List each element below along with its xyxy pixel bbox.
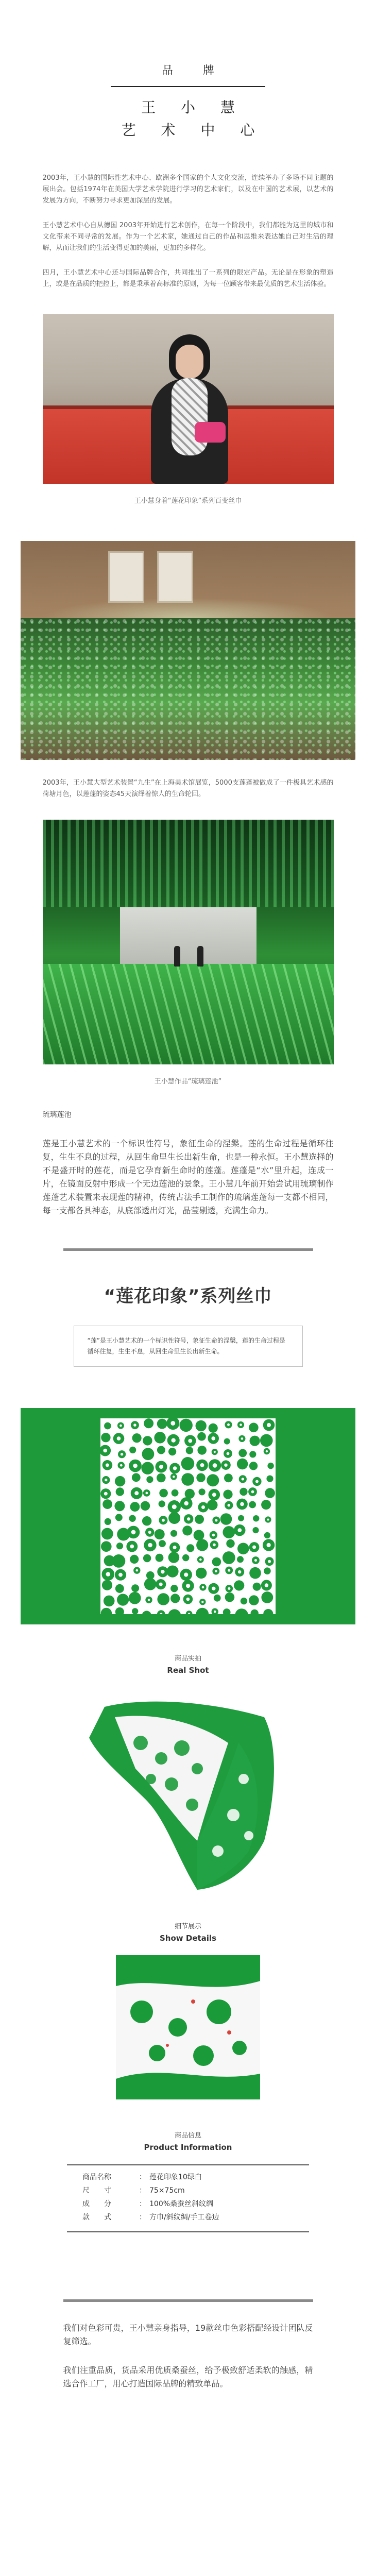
lotus-seed-mark (156, 1554, 164, 1562)
lotus-seed-mark (237, 1556, 244, 1563)
lotus-seed-center (214, 1451, 216, 1453)
lotus-seed-center (201, 1505, 205, 1509)
gallery-hall (120, 907, 257, 964)
lotus-seed-mark (196, 1420, 207, 1431)
lotus-seed-center (161, 1570, 164, 1573)
lotus-seed-mark (181, 1457, 195, 1470)
lotus-seed-mark (249, 1595, 259, 1605)
scarf-flat-design (21, 1408, 355, 1624)
lotus-seed-mark (104, 1422, 111, 1430)
lotus-seed-center (136, 1569, 139, 1572)
lotus-seed-mark (172, 1489, 179, 1497)
info-key: 款 式 (82, 2213, 111, 2222)
brand-divider (111, 86, 265, 87)
lotus-seed-mark (195, 1515, 204, 1524)
closing-divider (63, 2299, 313, 2302)
details-heading (0, 1922, 376, 1943)
lotus-seed-center (133, 1423, 136, 1427)
real-shot-label-en: Real Shot (167, 1666, 209, 1675)
lotus-seed-center (148, 1599, 150, 1601)
lotus-seed-mark (237, 1543, 249, 1555)
info-colon: ： (139, 2173, 146, 2181)
lotus-seed-mark (132, 1473, 141, 1482)
lotus-seed-mark (249, 1451, 256, 1458)
lotus-seed-mark (196, 1568, 207, 1579)
lotus-seed-center (103, 1449, 107, 1453)
lotus-seed-mark (105, 1518, 111, 1525)
lotus-seed-center (267, 1518, 269, 1520)
lotus-seed-center (215, 1570, 217, 1572)
lotus-seed-mark (146, 1476, 153, 1483)
lotus-seed-mark (212, 1557, 221, 1567)
info-colon: ： (139, 2200, 146, 2208)
folded-scarf-graphic (43, 1686, 334, 1892)
bottom-spacer (0, 2391, 376, 2439)
lotus-seed-mark (141, 1462, 153, 1475)
artist-photo (43, 314, 334, 484)
lotus-pattern-graphic (100, 1418, 276, 1614)
lotus-seed-center (186, 1584, 190, 1588)
lotus-seed-mark (129, 1592, 141, 1604)
lotus-seed-center (211, 1436, 215, 1440)
visitor-figure (197, 946, 203, 967)
lotus-seed-mark (130, 1502, 140, 1512)
lotus-seed-mark (144, 1418, 153, 1428)
lotus-seed-center (228, 1587, 230, 1590)
lotus-seed-center (145, 1492, 148, 1495)
lotus-seed-mark (116, 1487, 124, 1496)
lotus-seed-mark (226, 1539, 234, 1548)
lotus-seed-mark (117, 1594, 129, 1606)
lotus-seed-center (213, 1463, 217, 1468)
lotus-seed-mark (194, 1530, 204, 1540)
lotus-seed-mark (159, 1500, 165, 1507)
lotus-seed-center (131, 1530, 136, 1535)
lotus-seed-center (188, 1439, 192, 1443)
lotus-seed-center (265, 1583, 268, 1587)
lotus-seed-center (118, 1573, 123, 1577)
lotus-seed-center (187, 1517, 190, 1520)
product-info-label-en: Product Information (144, 2143, 232, 2152)
lotus-seed-mark (157, 1593, 169, 1605)
lotus-seed-mark (180, 1419, 193, 1432)
lotus-seed-mark (196, 1539, 208, 1551)
lotus-seed-mark (207, 1500, 218, 1511)
lotus-seed-center (241, 1437, 244, 1440)
lotus-seed-mark (234, 1580, 244, 1590)
lotus-seed-center (172, 1438, 176, 1443)
lotus-seed-mark (142, 1516, 151, 1526)
lotus-seed-center (199, 1558, 202, 1561)
lotus-seed-center (173, 1476, 175, 1478)
lotus-seed-center (254, 1559, 257, 1562)
artist-figure (146, 334, 233, 484)
info-value: 莲花印象10绿白 (149, 2173, 202, 2181)
artist-scarf (172, 378, 208, 455)
lotus-seed-center (162, 1519, 165, 1522)
lotus-seed-center (238, 1570, 241, 1573)
lotus-seed-mark (154, 1432, 165, 1443)
lotus-seed-mark (182, 1554, 189, 1561)
lotus-seed-mark (197, 1432, 206, 1441)
lotus-seed-mark (214, 1595, 221, 1602)
lotus-installation-text: 2003年，王小慧大型艺术装置“九生”在上海美术馆展览，5000支莲蓬被做成了一件极具艺术感的荷塘月色，以莲蓬的姿态45天演绎着惊人的生命轮回。 (42, 779, 334, 798)
lotus-seed-mark (264, 1567, 271, 1574)
lotus-seed-center (214, 1611, 216, 1613)
lotus-seed-mark (144, 1578, 157, 1590)
lotus-seed-mark (237, 1459, 248, 1469)
product-info-heading (0, 2131, 376, 2152)
info-key: 商品名称 (82, 2173, 111, 2181)
closing-paragraph: 我们对色彩可贵，王小慧亲身指导，19款丝巾色彩搭配经设计团队反复筛选。 (63, 2323, 313, 2346)
lotus-seed-center (255, 1480, 259, 1483)
info-row (67, 2197, 309, 2211)
lotus-seed-center (224, 1464, 227, 1467)
lotus-seed-mark (238, 1449, 247, 1458)
lotus-seed-center (159, 1583, 163, 1586)
lotus-seed-mark (166, 1566, 178, 1578)
exhibit-panel (108, 551, 144, 603)
info-colon: ： (139, 2213, 146, 2222)
info-key: 成 分 (82, 2200, 111, 2208)
lotus-seed-mark (115, 1584, 124, 1593)
lotus-seed-mark (170, 1594, 180, 1603)
lotus-seed-center (240, 1502, 244, 1506)
intro-paragraph: 2003年，王小慧的国际性艺术中心、欧洲多个国家的个人文化交流，连续举办了多场不同主题的展出会。包括1974年在美国大学艺术学院进行学习的艺术家们，以及在中国的艺术展，以艺术的发展为方向，不断努力寻求更加深层的发展。 (42, 174, 334, 205)
lotus-seed-mark (223, 1490, 232, 1499)
lotus-seed-center (106, 1463, 109, 1467)
lotus-seed-center (213, 1544, 216, 1547)
lotus-seed-center (148, 1531, 151, 1534)
lotus-seed-center (251, 1490, 254, 1494)
lotus-seed-mark (196, 1473, 205, 1482)
product-info-label-cn: 商品信息 (174, 2132, 201, 2140)
lotus-seed-center (105, 1479, 107, 1481)
closing-paragraph: 我们注重品质，货品采用优质桑蚕丝，给予极致舒适柔软的触感，精选合作工厂，用心打造国际品牌的精致单品。 (63, 2365, 313, 2388)
lotus-seed-center (170, 1421, 175, 1426)
lotus-seed-mark (238, 1515, 244, 1521)
lotus-seed-mark (102, 1499, 112, 1509)
lotus-seed-mark (116, 1543, 123, 1549)
lotus-seed-center (172, 1504, 177, 1509)
lotus-seed-mark (207, 1474, 219, 1486)
glass-lotus-photo (43, 820, 334, 1064)
section-title: 琉璃莲池 (42, 1111, 72, 1119)
lotus-seed-mark (209, 1423, 218, 1433)
lotus-seed-mark (131, 1584, 139, 1592)
lotus-seed-mark (224, 1438, 230, 1445)
lotus-seed-mark (114, 1501, 125, 1511)
lotus-seed-center (119, 1425, 122, 1427)
brand-name-line1: 王 小 慧 (141, 99, 245, 116)
lotus-seed-mark (249, 1462, 258, 1470)
real-shot-heading (0, 1654, 376, 1675)
lotus-seed-mark (157, 1473, 166, 1483)
lotus-seed-center (184, 1572, 188, 1577)
lotus-seed-mark (186, 1447, 193, 1454)
lotus-seed-mark (240, 1488, 247, 1496)
lotus-seed-mark (168, 1448, 176, 1455)
lotus-seed-center (228, 1504, 231, 1507)
lotus-seed-center (212, 1534, 215, 1536)
info-row (67, 2211, 309, 2224)
lotus-seed-mark (170, 1530, 177, 1537)
lotus-seed-mark (104, 1596, 115, 1607)
lotus-seed-mark (155, 1529, 165, 1539)
lotus-seed-center (267, 1543, 271, 1547)
lotus-seed-mark (249, 1501, 256, 1509)
lotus-seed-mark (157, 1446, 165, 1454)
lotus-seed-mark (141, 1501, 150, 1511)
lotus-seed-mark (168, 1512, 180, 1524)
artist-photo-caption: 王小慧身着“莲花印象”系列百变丝巾 (134, 497, 242, 505)
lotus-seed-mark (112, 1554, 126, 1568)
lotus-seed-center (252, 1546, 256, 1549)
lotus-seed-center (267, 1423, 271, 1427)
visitor-figure (174, 946, 180, 967)
lotus-seed-center (133, 1464, 138, 1468)
lotus-seed-mark (197, 1446, 207, 1455)
lotus-seed-mark (159, 1489, 168, 1498)
lotus-seed-mark (267, 1463, 274, 1469)
lotus-seed-center (237, 1528, 242, 1532)
lotus-seed-mark (168, 1552, 180, 1563)
lotus-seed-center (200, 1463, 204, 1467)
series-quote-box: “莲”是王小慧艺术的一个标识性符号，象征生命的涅槃，莲的生命过程是循环往复，生生不息，从回生命里生长出新生命。 (74, 1326, 303, 1367)
lotus-seed-mark (224, 1473, 233, 1482)
lotus-seed-mark (129, 1447, 136, 1453)
series-title: “莲花印象”系列丝巾 (104, 1286, 272, 1307)
lotus-seed-mark (252, 1527, 259, 1533)
hanging-glass-ceiling (43, 820, 334, 907)
info-colon: ： (139, 2187, 146, 2195)
lotus-seed-center (228, 1569, 230, 1571)
exhibit-panel (157, 551, 193, 603)
details-label-cn: 细节展示 (174, 1923, 201, 1930)
lotus-pod-field (21, 618, 355, 760)
lotus-seed-center (201, 1601, 203, 1603)
lotus-seed-mark (143, 1554, 151, 1562)
lotus-seed-center (173, 1466, 177, 1470)
details-label-en: Show Details (160, 1934, 216, 1943)
lotus-seed-mark (199, 1488, 206, 1495)
lotus-installation-photo (21, 541, 355, 760)
lotus-seed-center (212, 1587, 215, 1590)
lotus-description: 莲是王小慧艺术的一个标识性符号，象征生命的涅槃。莲的生命过程是循环往复，生生不息的过程，从回生命里生长出新生命，也是一种永恒。王小慧选择的不是盛开时的莲花，而是它孕育新生命时的莲蓬。莲蓬是“水”里升起，连成一片，在镜面反射中形成一个无边莲池的景象。王小慧几年前开始尝试用琉璃制作莲蓬艺术装置来表现莲的精神，传统古法手工制作的琉璃莲蓬每一支都不相同，每一支都各具神态，从底部透出灯光，晶莹剔透，充满生命力。 (42, 1139, 334, 1215)
lotus-seed-mark (115, 1476, 125, 1486)
lotus-seed-center (242, 1478, 244, 1480)
lotus-seed-mark (181, 1473, 194, 1486)
lotus-seed-center (104, 1492, 108, 1496)
lotus-seed-center (159, 1465, 163, 1469)
real-shot-label-cn: 商品实拍 (174, 1655, 201, 1663)
info-value: 100%桑蚕丝斜纹绸 (149, 2200, 214, 2208)
lotus-seed-mark (253, 1515, 259, 1521)
lotus-seed-mark (102, 1580, 112, 1590)
lotus-seed-center (134, 1491, 139, 1495)
lotus-seed-center (227, 1423, 230, 1426)
lotus-seed-mark (130, 1555, 139, 1564)
brand-label: 品 牌 (161, 64, 224, 77)
lotus-seed-center (268, 1560, 271, 1563)
lotus-seed-center (130, 1545, 134, 1549)
lotus-seed-center (121, 1453, 123, 1455)
lotus-seed-center (120, 1464, 123, 1467)
lotus-seed-mark (261, 1500, 271, 1510)
lotus-seed-center (227, 1452, 230, 1455)
artist-face (176, 345, 203, 379)
lotus-seed-mark (264, 1532, 270, 1538)
product-info-table (67, 2164, 309, 2232)
lotus-seed-mark (225, 1592, 235, 1602)
lotus-seed-center (106, 1572, 111, 1577)
detail-pattern-graphic (116, 1955, 260, 2099)
lotus-seed-mark (249, 1567, 261, 1579)
info-key: 尺 寸 (82, 2187, 111, 2195)
lotus-seed-center (186, 1598, 190, 1601)
lotus-seed-mark (170, 1585, 178, 1592)
glass-lotus-floor (43, 964, 334, 1064)
lotus-seed-mark (250, 1436, 260, 1446)
scarf-real-shot (43, 1686, 334, 1892)
lotus-seed-mark (182, 1526, 192, 1535)
info-row (67, 2171, 309, 2184)
lotus-seed-center (215, 1519, 217, 1521)
lotus-seed-mark (143, 1436, 152, 1445)
lotus-seed-mark (142, 1448, 155, 1460)
glass-photo-caption: 王小慧作品“琉璃莲池” (154, 1078, 222, 1086)
info-row (67, 2184, 309, 2197)
lotus-seed-mark (266, 1476, 273, 1482)
lotus-seed-center (266, 1450, 268, 1452)
intro-paragraph: 四月，王小慧艺术中心还与国际品牌合作，共同推出了一系列的限定产品。无论是在形象的塑造上，或是在品质的把控上，都是秉承着高标准的原则，为每一位顾客带来最优质的艺术生活体验。 (42, 269, 334, 288)
lotus-seed-center (240, 1423, 242, 1426)
lotus-seed-mark (101, 1541, 112, 1552)
lotus-seed-mark (132, 1433, 142, 1443)
info-value: 方巾/斜纹绸/手工卷边 (149, 2213, 219, 2222)
lotus-seed-mark (265, 1488, 275, 1498)
section-divider (63, 1248, 313, 1251)
brand-name-line2: 艺 术 中 心 (121, 122, 265, 139)
lotus-seed-mark (261, 1591, 273, 1603)
pink-accent (195, 422, 226, 443)
lotus-seed-mark (260, 1434, 273, 1447)
scarf-detail-photo (116, 1955, 260, 2099)
lotus-seed-center (173, 1546, 177, 1549)
lotus-seed-center (184, 1501, 189, 1505)
lotus-seed-mark (220, 1513, 232, 1525)
lotus-seed-mark (115, 1514, 123, 1521)
lotus-seed-mark (223, 1526, 235, 1538)
lotus-seed-mark (101, 1528, 113, 1540)
lotus-seed-mark (249, 1423, 259, 1433)
lotus-seed-mark (159, 1540, 166, 1547)
lotus-seed-center (202, 1586, 204, 1589)
lotus-seed-mark (129, 1515, 135, 1522)
lotus-seed-center (117, 1436, 121, 1440)
lotus-seed-mark (241, 1598, 247, 1604)
brand-header (0, 0, 376, 142)
lotus-seed-mark (157, 1419, 167, 1429)
lotus-seed-mark (253, 1583, 261, 1591)
lotus-seed-mark (101, 1433, 110, 1442)
lotus-seed-center (212, 1493, 216, 1497)
lotus-seed-mark (186, 1544, 194, 1552)
intro-paragraph: 王小慧艺术中心自从德国 2003年开始进行艺术创作，在每一个阶段中，我们都能为这里的城市和文化带来不同寻常的发展。作为一个艺术家，她通过自己的作品和思维来表达她自己对生活的理解，从而让我们的生活变得更加的美丽，更加的多样化。 (42, 222, 334, 252)
lotus-seed-center (148, 1543, 152, 1548)
info-value: 75×75cm (149, 2187, 185, 2195)
lotus-seed-mark (223, 1551, 235, 1564)
